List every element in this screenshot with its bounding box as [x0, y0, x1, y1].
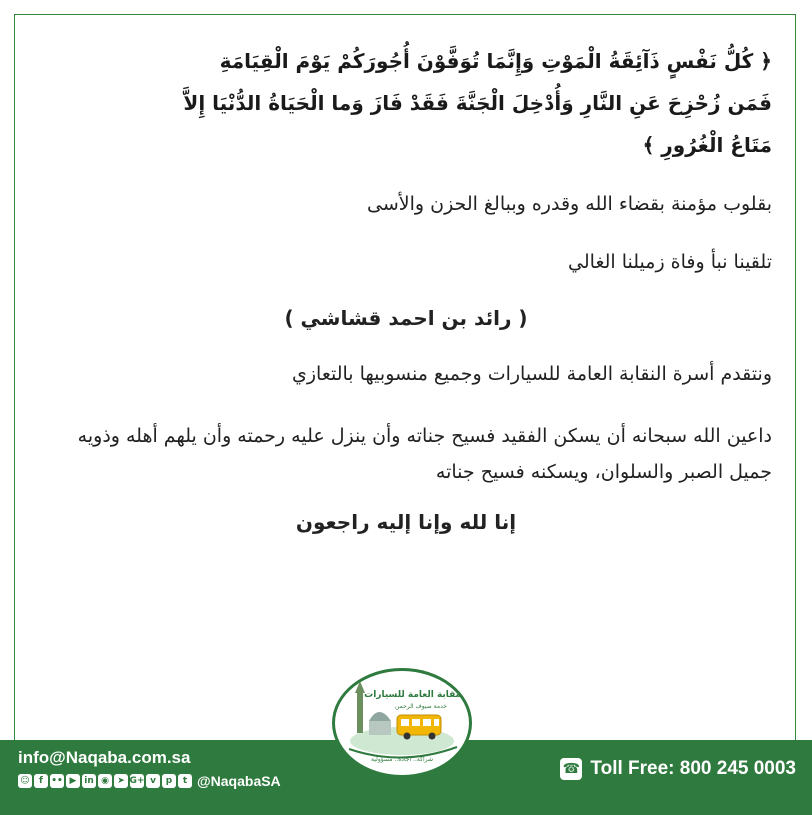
youtube-icon[interactable]: ▶	[66, 774, 80, 788]
footer-email[interactable]: info@Naqaba.com.sa	[18, 748, 191, 767]
vimeo-icon[interactable]: v	[146, 774, 160, 788]
tumblr-icon[interactable]: t	[178, 774, 192, 788]
closing-phrase: إنا لله وإنا إليه راجعون	[295, 510, 517, 534]
verse-line-1: ﴿ كُلُّ نَفْسٍ ذَآئِقَةُ الْمَوْتِ وَإِنَّمَا تُوَفَّوْنَ أُجُورَكُمْ يَوْمَ الْقِيَامَةِ	[219, 49, 772, 73]
logo-org-name: النقابة العامة للسيارات	[364, 690, 466, 700]
logo-graphic	[335, 671, 469, 775]
deceased-name: ( رائد بن احمد قشاشي )	[284, 306, 528, 330]
pinterest-icon[interactable]: p	[162, 774, 176, 788]
phone-icon: ☎	[560, 758, 582, 780]
content-area	[40, 40, 772, 534]
instagram-icon[interactable]: ◉	[98, 774, 112, 788]
google-plus-icon[interactable]: G+	[129, 776, 145, 786]
paragraph-faith: بقلوب مؤمنة بقضاء الله وقدره وببالغ الحزن والأسى	[367, 193, 772, 215]
paragraph-prayer: داعين الله سبحانه أن يسكن الفقيد فسيح جناته وأن ينزل عليه رحمته وأن يلهم أهله وذويه جميل الصبر والسلوان، ويسكنه فسيح جناته	[77, 425, 772, 483]
logo-subtitle: خدمة ضيوف الرحمن	[395, 703, 447, 710]
toll-free-number[interactable]: Toll Free: 800 245 0003	[590, 758, 796, 779]
telegram-icon[interactable]: ➤	[114, 774, 128, 788]
verse-line-3: مَتَاعُ الْغُرُورِ ﴾	[642, 133, 772, 157]
social-icons-row	[18, 773, 281, 789]
paragraph-news: تلقينا نبأ وفاة زميلنا الغالي	[568, 251, 772, 273]
logo-tagline: شراكة.. اجادة.. مسؤولية	[371, 756, 433, 763]
facebook-icon[interactable]: f	[34, 774, 48, 788]
organization-logo	[332, 668, 472, 778]
snapchat-icon[interactable]: ☺	[18, 774, 32, 788]
paragraph-condolence: ونتقدم أسرة النقابة العامة للسيارات وجميع منسوبيها بالتعازي	[291, 363, 772, 385]
linkedin-icon[interactable]: in	[82, 774, 96, 788]
verse-line-2: فَمَن زُحْزِحَ عَنِ النَّارِ وَأُدْخِلَ الْجَنَّةَ فَقَدْ فَازَ وَما الْحَيَاةُ الدُّنْيَا إِلاَّ	[183, 91, 772, 115]
social-handle[interactable]: @NaqabaSA	[197, 773, 281, 789]
flickr-icon[interactable]: ••	[51, 776, 63, 786]
quran-verse	[40, 40, 772, 166]
toll-free-block	[560, 758, 796, 780]
